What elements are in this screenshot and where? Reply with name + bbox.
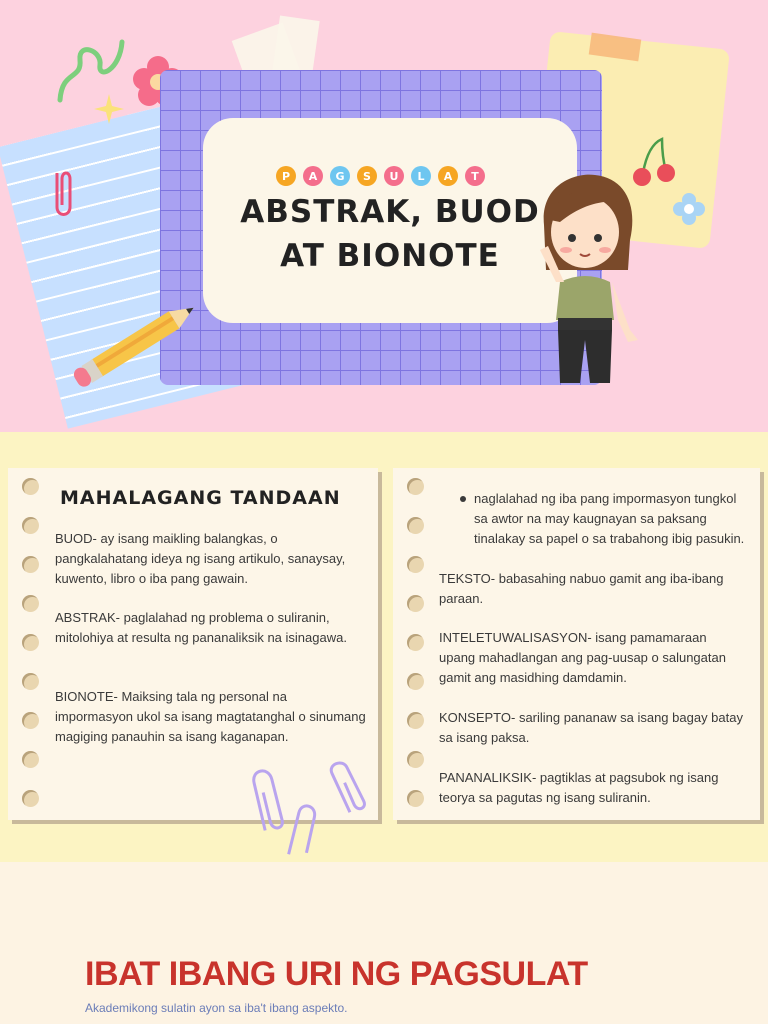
subtitle-letter: A <box>303 166 323 186</box>
subtitle-letter: A <box>438 166 458 186</box>
binder-hole <box>407 478 424 495</box>
paperclip-icon <box>48 165 78 221</box>
binder-hole <box>407 790 424 807</box>
definition-inteletuwalisasyon: INTELETUWALISASYON- isang pamamaraan upang mahadlangan ang pag-uusap o salungatan gamit ang masidhing damdamin. <box>439 630 726 685</box>
definition-buod: BUOD- ay isang maikling balangkas, o pangkalahatang ideya ng isang artikulo, sanaysay, kuwento, libro o iba pang gawain. <box>55 531 346 586</box>
subtitle-letter: P <box>276 166 296 186</box>
definition-bionote: BIONOTE- Maiksing tala ng personal na impormasyon ukol sa isang magtatanghal o sinumang magiging panauhin sa isang kaganapan. <box>55 689 366 744</box>
subtitle-letter: U <box>384 166 404 186</box>
binder-hole <box>407 751 424 768</box>
definition-teksto: TEKSTO- babasahing nabuo gamit ang iba-ibang paraan. <box>439 571 724 606</box>
definition-abstrak: ABSTRAK- paglalahad ng problema o suliranin, mitolohiya at resulta ng pananaliksik na isinagawa. <box>55 610 347 645</box>
binder-hole <box>22 556 39 573</box>
binder-hole <box>407 634 424 651</box>
bionote-bullet: naglalahad ng iba pang impormasyon tungkol sa awtor na may kaugnayan sa paksang tinalakay sa papel o sa trabahong ibig pasukin. <box>474 491 745 546</box>
binder-hole <box>407 556 424 573</box>
notes-heading: MAHALAGANG TANDAAN <box>60 487 341 509</box>
binder-hole <box>407 517 424 534</box>
subtitle-letter: G <box>330 166 350 186</box>
sparkle-icon <box>92 92 126 126</box>
binder-hole <box>22 478 39 495</box>
pencil-icon <box>64 288 214 398</box>
hero-section <box>0 0 768 432</box>
subtitle-letter: S <box>357 166 377 186</box>
binder-hole <box>22 790 39 807</box>
title-line-1: ABSTRAK, BUOD <box>240 194 540 230</box>
subtitle-letter: L <box>411 166 431 186</box>
binder-hole <box>407 595 424 612</box>
binder-hole <box>22 517 39 534</box>
binder-hole <box>22 595 39 612</box>
flower-icon <box>672 192 706 226</box>
bullet-dot <box>460 496 466 502</box>
page-title <box>203 190 577 278</box>
definition-konsepto: KONSEPTO- sariling pananaw sa isang bagay batay sa isang paksa. <box>439 710 743 745</box>
definition-pananaliksik: PANANALIKSIK- pagtiklas at pagsubok ng isang teorya sa pagutas ng isang suliranin. <box>439 770 719 805</box>
binder-hole <box>22 673 39 690</box>
subtitle-pagsulat <box>276 166 485 186</box>
binder-hole <box>407 712 424 729</box>
binder-hole <box>22 751 39 768</box>
subtitle-letter: T <box>465 166 485 186</box>
girl-illustration <box>530 170 650 385</box>
binder-hole <box>22 712 39 729</box>
paperclip-icon <box>248 760 378 860</box>
binder-hole <box>407 673 424 690</box>
binder-hole <box>22 634 39 651</box>
title-line-2: AT BIONOTE <box>280 238 500 274</box>
section-subtitle: Akademikong sulatin ayon sa iba't ibang aspekto. <box>85 1001 348 1015</box>
section-title: IBAT IBANG URI NG PAGSULAT <box>85 955 588 993</box>
